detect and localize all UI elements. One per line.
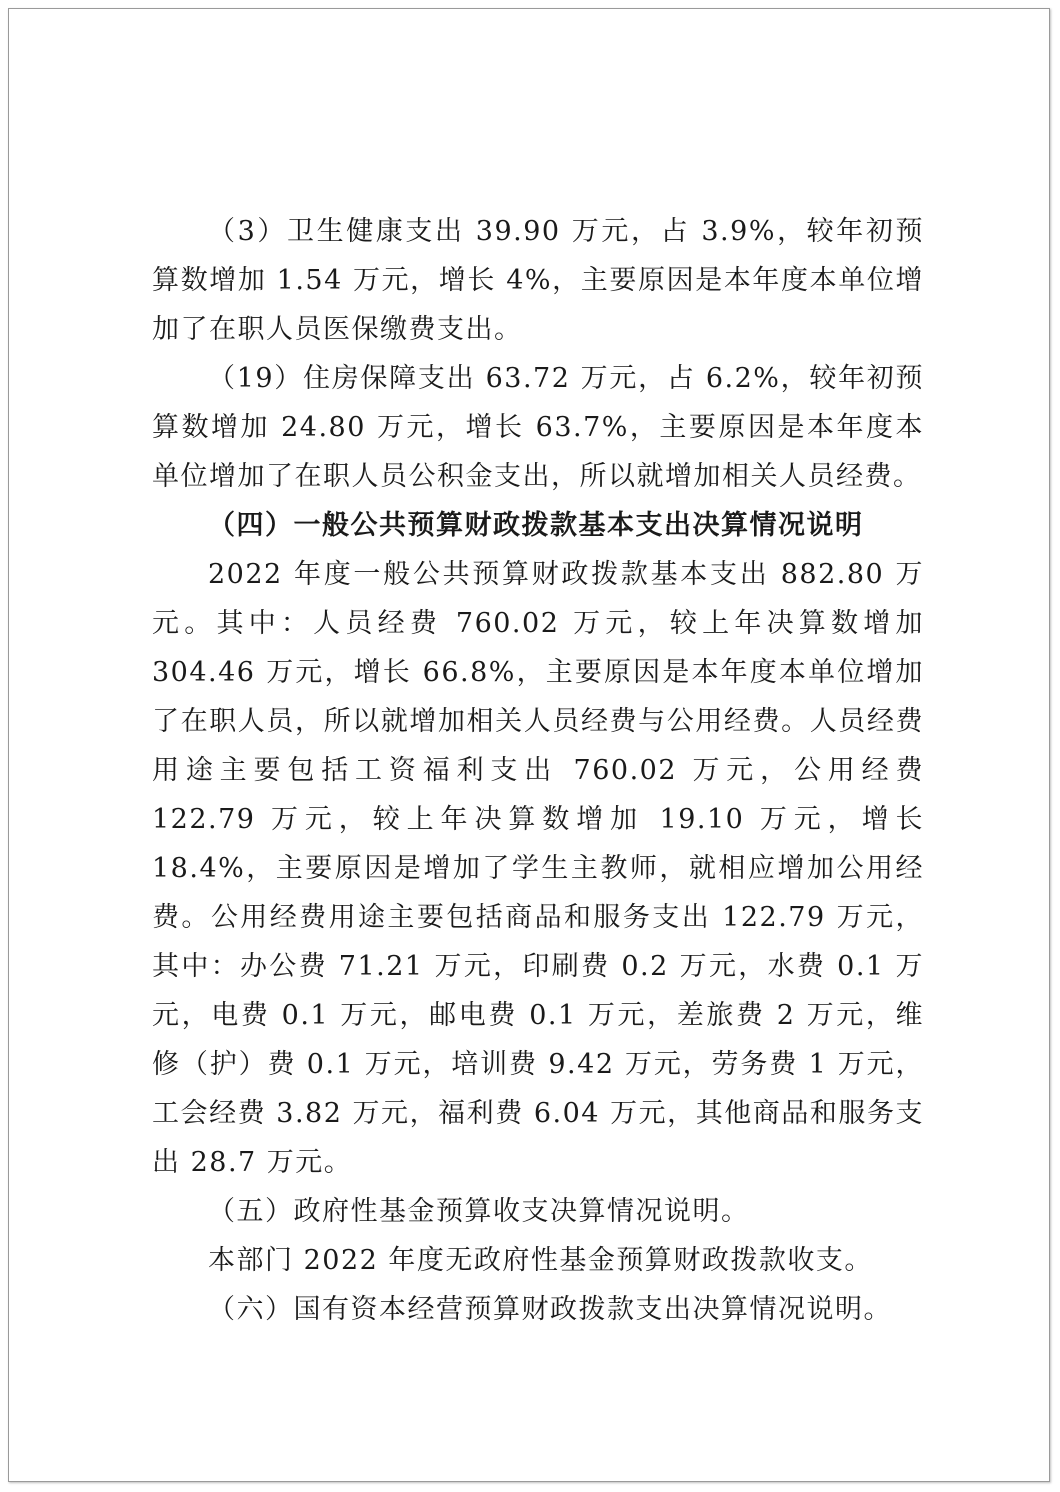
paragraph-government-fund: 本部门 2022 年度无政府性基金预算财政拨款收支。	[208, 1245, 873, 1276]
document-body	[152, 207, 924, 1334]
paragraph-health-expenditure: （3）卫生健康支出 39.90 万元，占 3.9%，较年初预算数增加 1.54 万元，增长 4%，主要原因是本年度本单位增加了在职人员医保缴费支出。	[152, 216, 924, 345]
heading-basic-expenditure: （四）一般公共预算财政拨款基本支出决算情况说明	[208, 510, 864, 541]
document-page	[8, 8, 1050, 1482]
heading-state-capital: （六）国有资本经营预算财政拨款支出决算情况说明。	[208, 1294, 892, 1325]
paragraph-basic-expenditure: 2022 年度一般公共预算财政拨款基本支出 882.80 万元。其中：人员经费 760.02 万元，较上年决算数增加 304.46 万元，增长 66.8%，主要原因是本年度本单位增加了在职人员，所以就增加相关人员经费与公用经费。人员经费用途主要包括工资福利支出 760.02 万元，公用经费 122.79 万元，较上年决算数增加 19.10 万元，增长 18.4%，主要原因是增加了学生主教师，就相应增加公用经费。公用经费用途主要包括商品和服务支出 122.79 万元，其中：办公费 71.21 万元，印刷费 0.2 万元，水费 0.1 万元，电费 0.1 万元，邮电费 0.1 万元，差旅费 2 万元，维修（护）费 0.1 万元，培训费 9.42 万元，劳务费 1 万元，工会经费 3.82 万元，福利费 6.04 万元，其他商品和服务支出 28.7 万元。	[152, 559, 924, 1178]
heading-government-fund: （五）政府性基金预算收支决算情况说明。	[208, 1196, 750, 1227]
paragraph-housing-expenditure: （19）住房保障支出 63.72 万元，占 6.2%，较年初预算数增加 24.80 万元，增长 63.7%，主要原因是本年度本单位增加了在职人员公积金支出，所以就增加相关人员经费。	[152, 363, 924, 492]
